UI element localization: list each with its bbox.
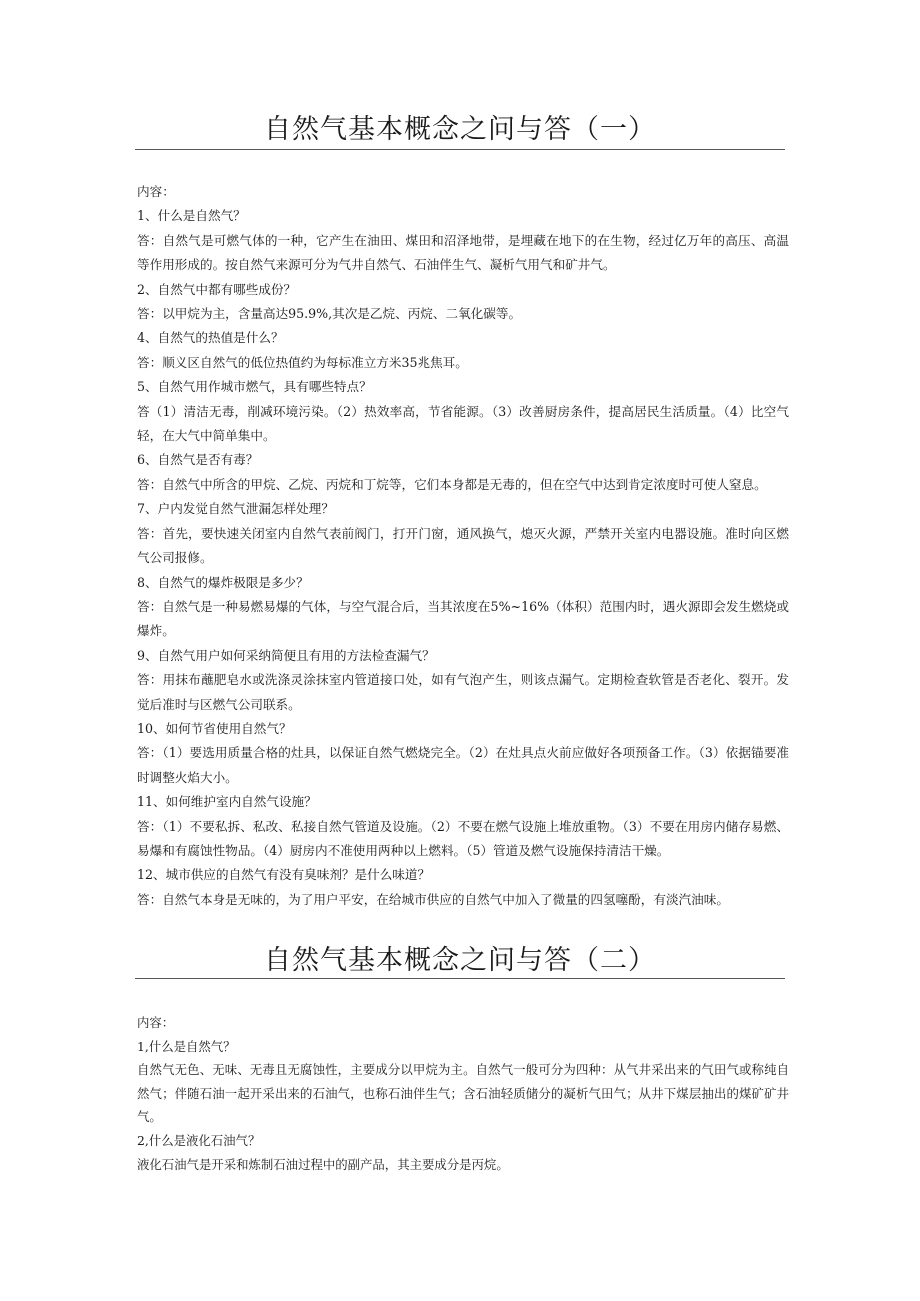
question-2: 2、自然气中都有哪些成份？	[137, 281, 297, 297]
section-1-title: 自然气基本概念之问与答（一）	[264, 114, 656, 145]
section-1-underline	[135, 149, 785, 150]
question-10: 10、如何节省使用自然气？	[137, 720, 292, 736]
question-1: 1、什么是自然气？	[137, 208, 246, 224]
answer-6: 答：自然气中所含的甲烷、乙烷、丙烷和丁烷等，它们本身都是无毒的，但在空气中达到肯定浓度时可使人窒息。	[137, 476, 767, 492]
answer-5: 答（1）清洁无毒，削减环境污染。（2）热效率高，节省能源。（3）改善厨房条件，提高居民生活质量。（4）比空气轻，在大气中简单集中。	[137, 403, 789, 444]
content-label: 内容：	[137, 184, 175, 199]
content-label: 内容：	[137, 1015, 175, 1030]
answer-9: 答：用抹布蘸肥皂水或洗涤灵涂抹室内管道接口处，如有气泡产生，则该点漏气。定期检查软管是否老化、裂开。发觉后准时与区燃气公司联系。	[137, 672, 789, 712]
question-9: 9、自然气用户如何采纳简便且有用的方法检查漏气？	[137, 647, 435, 663]
question-12: 12、城市供应的自然气有没有臭味剂？是什么味道？	[137, 867, 431, 883]
answer-7: 答：首先，要快速关闭室内自然气表前阀门，打开门窗，通风换气，熄灭火源，严禁开关室内电器设施。准时向区燃气公司报修。	[137, 525, 789, 566]
section-1-body	[137, 180, 789, 912]
question-7: 7、户内发觉自然气泄漏怎样处理？	[137, 501, 334, 517]
question-1: 1,什么是自然气？	[137, 1038, 236, 1054]
question-2: 2,什么是液化石油气？	[137, 1132, 261, 1148]
answer-8: 答：自然气是一种易燃易爆的气体，与空气混合后，当其浓度在5%~16%（体积）范围内时，遇火源即会发生燃烧或爆炸。	[137, 598, 789, 639]
answer-1: 答：自然气是可燃气体的一种，它产生在油田、煤田和沼泽地带，是埋藏在地下的在生物，经过亿万年的高压、高温等作用形成的。按自然气来源可分为气井自然气、石油伴生气、凝析气用气和矿井气。	[137, 232, 789, 273]
answer-10: 答：（1）要选用质量合格的灶具，以保证自然气燃烧完全。（2）在灶具点火前应做好各项预备工作。（3）依据锚要准时调整火焰大小。	[137, 745, 789, 785]
answer-2: 答：以甲烷为主，含量高达95.9%,其次是乙烷、丙烷、二氧化碳等。	[137, 306, 522, 322]
section-2-body	[137, 1011, 789, 1176]
question-5: 5、自然气用作城市燃气，具有哪些特点？	[137, 379, 372, 395]
answer-1: 自然气无色、无味、无毒且无腐蚀性，主要成分以甲烷为主。自然气一般可分为四种：从气井采出来的气田气或称纯自然气；伴随石油一起开采出来的石油气，也称石油伴生气；含石油轻质储分的凝析气田气；从井下煤层抽出的煤矿矿井气。	[137, 1062, 789, 1125]
question-8: 8、自然气的爆炸极限是多少？	[137, 574, 309, 590]
question-11: 11、如何维护室内自然气设施？	[137, 794, 317, 810]
answer-11: 答：（1）不要私拆、私改、私接自然气管道及设施。（2）不要在燃气设施上堆放重物。（3）不要在用房内储存易燃、易爆和有腐蚀性物品。（4）厨房内不准使用两种以上燃料。（5）管道及燃气设施保持清洁干燥。	[137, 818, 789, 858]
section-2-title: 自然气基本概念之问与答（二）	[264, 945, 656, 976]
question-4: 4、自然气的热值是什么？	[137, 330, 284, 346]
answer-4: 答：顺义区自然气的低位热值约为每标准立方米35兆焦耳。	[137, 354, 468, 370]
question-6: 6、自然气是否有毒？	[137, 452, 259, 468]
answer-2: 液化石油气是开采和炼制石油过程中的副产品，其主要成分是丙烷。	[137, 1156, 509, 1172]
answer-12: 答：自然气本身是无味的，为了用户平安，在给城市供应的自然气中加入了微量的四氢噻酚，有淡汽油味。	[137, 891, 729, 907]
section-2-underline	[135, 978, 785, 979]
